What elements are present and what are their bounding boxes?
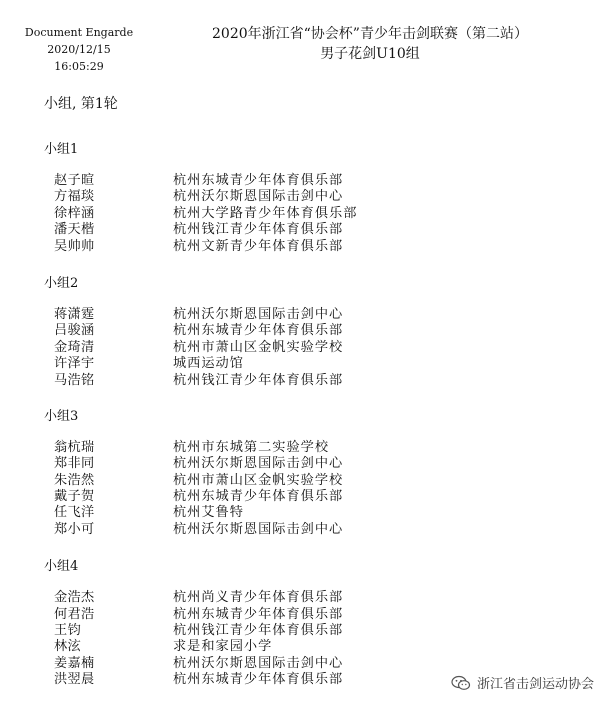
fencer-row — [44, 356, 584, 372]
category-title: 男子花剑U10组 — [320, 46, 420, 62]
pool-title: 小组4 — [44, 559, 79, 575]
fencer-row — [44, 173, 584, 189]
fencer-name: 方福琰 — [54, 189, 95, 205]
fencer-name: 洪翌晨 — [54, 672, 95, 688]
fencer-name: 林泫 — [54, 639, 81, 655]
fencer-name: 戴子贺 — [54, 489, 95, 505]
fencer-name: 何君浩 — [54, 606, 95, 622]
pool-title: 小组3 — [44, 408, 79, 424]
fencer-row — [44, 607, 584, 623]
fencer-club: 杭州尚义青少年体育俱乐部 — [173, 590, 344, 606]
fencer-club: 杭州钱江青少年体育俱乐部 — [173, 372, 344, 388]
fencer-row — [44, 623, 584, 639]
fencer-row — [44, 489, 584, 505]
fencer-name: 翁杭瑞 — [54, 439, 95, 455]
fencer-row — [44, 522, 584, 538]
competition-title: 2020年浙江省“协会杯”青少年击剑联赛（第二站） — [212, 26, 528, 42]
fencer-club: 杭州沃尔斯恩国际击剑中心 — [173, 306, 344, 322]
fencer-name: 任飞洋 — [54, 505, 95, 521]
fencer-row — [44, 373, 584, 389]
fencer-name: 金琦清 — [54, 339, 95, 355]
document-meta — [24, 24, 134, 75]
fencer-club: 杭州东城青少年体育俱乐部 — [173, 323, 344, 339]
fencer-row — [44, 222, 584, 238]
pool-group — [44, 408, 584, 538]
round-title: 小组, 第1轮 — [44, 96, 118, 112]
timestamp: 2020/12/15 16:05:29 — [47, 43, 111, 73]
pool-list — [44, 141, 584, 709]
fencer-row — [44, 340, 584, 356]
pool-title: 小组2 — [44, 275, 79, 291]
fencer-club: 杭州市东城第二实验学校 — [173, 439, 330, 455]
software-label: Document Engarde — [24, 26, 134, 39]
fencer-name: 马浩铭 — [54, 372, 95, 388]
fencer-row — [44, 590, 584, 606]
fencer-club: 杭州沃尔斯恩国际击剑中心 — [173, 521, 344, 537]
watermark-text: 浙江省击剑运动协会 — [476, 677, 594, 692]
fencer-club: 杭州东城青少年体育俱乐部 — [173, 173, 344, 188]
document-title — [170, 24, 570, 64]
fencer-club: 杭州沃尔斯恩国际击剑中心 — [173, 655, 344, 671]
wechat-icon — [451, 675, 471, 691]
fencer-row — [44, 656, 584, 672]
fencer-club: 杭州东城青少年体育俱乐部 — [173, 672, 344, 688]
fencer-club: 杭州钱江青少年体育俱乐部 — [173, 623, 344, 639]
fencer-club: 杭州东城青少年体育俱乐部 — [173, 489, 344, 505]
fencer-name: 吕骏涵 — [54, 323, 95, 339]
fencer-row — [44, 307, 584, 323]
pool-title: 小组1 — [44, 142, 79, 157]
fencer-name: 赵子暄 — [54, 173, 95, 188]
fencer-name: 蒋潇霆 — [54, 306, 95, 322]
fencer-name: 郑非同 — [54, 456, 95, 472]
fencer-name: 郑小可 — [54, 521, 95, 537]
fencer-row — [44, 239, 584, 255]
pool-group — [44, 141, 584, 255]
fencer-row — [44, 505, 584, 521]
fencer-name: 吴帅帅 — [54, 238, 95, 254]
watermark — [451, 673, 594, 692]
fencer-row — [44, 456, 584, 472]
fencer-name: 金浩杰 — [54, 590, 95, 606]
fencer-row — [44, 323, 584, 339]
fencer-row — [44, 473, 584, 489]
fencer-name: 王钧 — [54, 623, 81, 639]
fencer-club: 杭州钱江青少年体育俱乐部 — [173, 222, 344, 238]
fencer-club: 杭州大学路青少年体育俱乐部 — [173, 205, 358, 221]
fencer-club: 求是和家园小学 — [173, 639, 273, 655]
fencer-row — [44, 206, 584, 222]
fencer-row — [44, 189, 584, 205]
fencer-club: 杭州市萧山区金帆实验学校 — [173, 472, 344, 488]
pool-group — [44, 275, 584, 389]
fencer-name: 许泽宇 — [54, 356, 95, 372]
pool-group — [44, 558, 584, 688]
fencer-row — [44, 639, 584, 655]
fencer-name: 姜嘉楠 — [54, 655, 95, 671]
fencer-club: 杭州沃尔斯恩国际击剑中心 — [173, 189, 344, 205]
fencer-club: 城西运动馆 — [173, 356, 244, 372]
fencer-name: 朱浩然 — [54, 472, 95, 488]
fencer-club: 杭州东城青少年体育俱乐部 — [173, 606, 344, 622]
fencer-name: 徐梓涵 — [54, 205, 95, 221]
fencer-club: 杭州艾鲁特 — [173, 505, 244, 521]
fencer-club: 杭州市萧山区金帆实验学校 — [173, 339, 344, 355]
fencer-row — [44, 440, 584, 456]
fencer-name: 潘天楷 — [54, 222, 95, 238]
fencer-club: 杭州文新青少年体育俱乐部 — [173, 238, 344, 254]
fencer-club: 杭州沃尔斯恩国际击剑中心 — [173, 456, 344, 472]
